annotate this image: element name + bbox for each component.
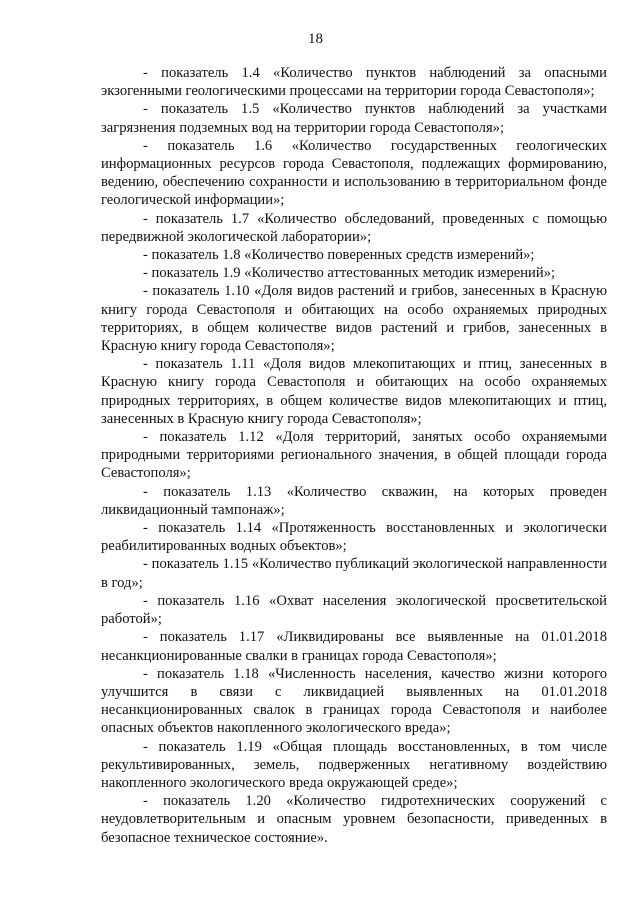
indicator-item: - показатель 1.16 «Охват населения экологической просветительской работой»; [101, 592, 607, 628]
page-number: 18 [308, 31, 323, 47]
indicator-item: - показатель 1.19 «Общая площадь восстановленных, в том числе рекультивированных, земель, подверженных негативному воздействию накопленного экологического вреда окружающей среде»; [101, 738, 607, 791]
indicator-item: - показатель 1.10 «Доля видов растений и грибов, занесенных в Красную книгу города Севастополя и обитающих на особо охраняемых природных территориях, в общем количестве видов растений и грибов, занесенных в Красную книгу города Севастополя»; [101, 283, 607, 355]
indicator-item: - показатель 1.11 «Доля видов млекопитающих и птиц, занесенных в Красную книгу города Севастополя и обитающих на особо охраняемых природных территориях, в общем количестве видов млекопитающих и птиц, занесенных в Красную книгу города Севастополя»; [101, 356, 607, 427]
indicator-item: - показатель 1.9 «Количество аттестованных методик измерений»; [143, 265, 556, 282]
indicator-item: - показатель 1.20 «Количество гидротехнических сооружений с неудовлетворительным и опасным уровнем безопасности, приведенных в безопасное техническое состояние». [101, 793, 607, 846]
indicator-item: - показатель 1.14 «Протяженность восстановленных и экологически реабилитированных водных объектов»; [101, 520, 607, 555]
indicator-item: - показатель 1.13 «Количество скважин, на которых проведен ликвидационный тампонаж»; [101, 483, 607, 518]
indicator-item: - показатель 1.4 «Количество пунктов наблюдений за опасными экзогенными геологическими процессами на территории города Севастополя»; [101, 65, 607, 100]
indicator-item: - показатель 1.6 «Количество государственных геологических информационных ресурсов города Севастополя, подлежащих формированию, ведению, обеспечению сохранности и использованию в территориальном фонде геологической информации»; [101, 137, 607, 209]
indicator-item: - показатель 1.17 «Ликвидированы все выявленные на 01.01.2018 несанкционированные свалки в границах города Севастополя»; [101, 629, 607, 664]
indicator-item: - показатель 1.18 «Численность населения, качество жизни которого улучшится в связи с ликвидацией выявленных на 01.01.2018 несанкционированных свалок в границах города Севастополя и наиболее опасных объектов накопленного экологического вреда»; [101, 665, 607, 737]
indicator-item: - показатель 1.5 «Количество пунктов наблюдений за участками загрязнения подземных вод на территории города Севастополя»; [101, 101, 607, 136]
indicator-item: - показатель 1.8 «Количество поверенных средств измерений»; [143, 247, 535, 264]
indicator-item: - показатель 1.7 «Количество обследований, проведенных с помощью передвижной экологической лаборатории»; [101, 210, 607, 245]
indicator-item: - показатель 1.15 «Количество публикаций экологической направленности в год»; [101, 556, 607, 591]
indicator-item: - показатель 1.12 «Доля территорий, занятых особо охраняемыми природными территориями регионального значения, в общей площади города Севастополя»; [101, 429, 607, 482]
document-body [101, 64, 607, 847]
